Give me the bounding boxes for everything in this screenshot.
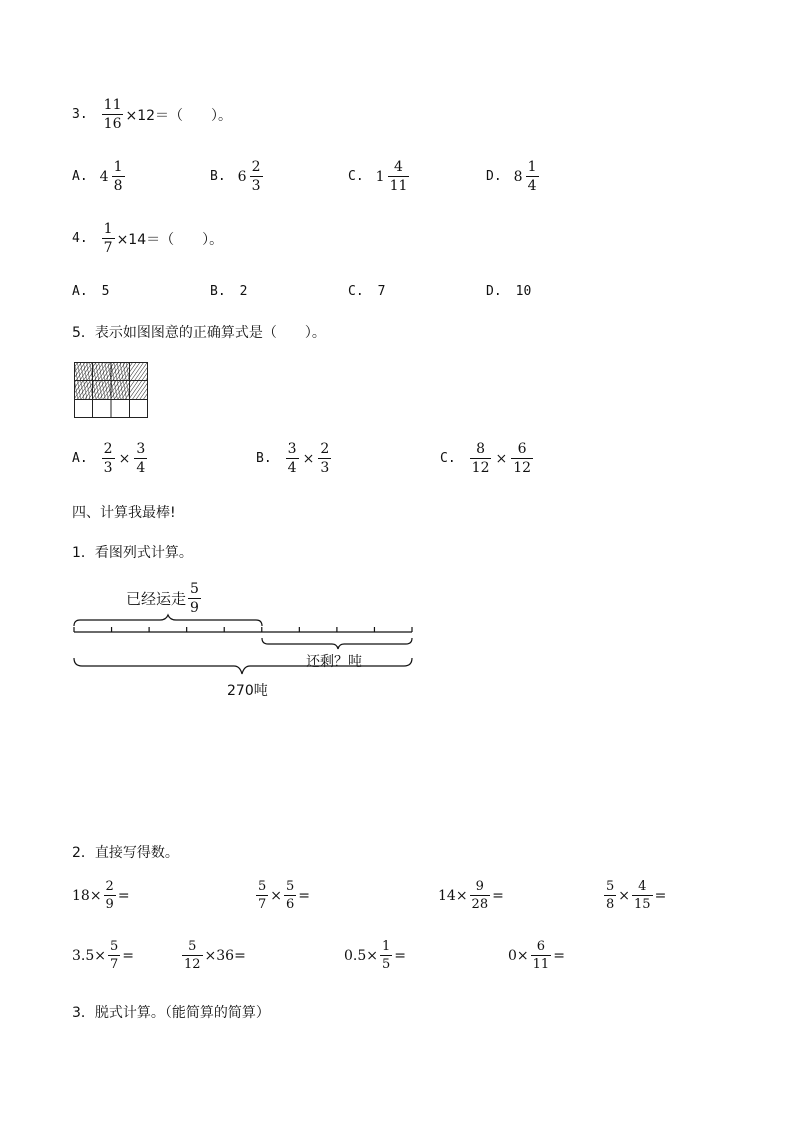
question-text: ×14＝（ ）。 [116, 231, 224, 248]
problem-2-title: 2．直接写得数。 [72, 845, 179, 861]
fraction: $\frac{1}{5}$ [382, 939, 391, 972]
fraction: $\frac{2}{3}$ [251, 159, 261, 194]
calc-item: $\frac{5}{7}$ × $\frac{5}{6}$ = [258, 879, 311, 912]
fraction: $\frac{3}{4}$ [136, 441, 146, 476]
fraction: $\frac{3}{4}$ [287, 441, 297, 476]
fraction: $\frac{2}{9}$ [105, 879, 114, 912]
fraction: $\frac{1}{4}$ [527, 159, 537, 194]
question-3 [72, 98, 232, 131]
question-5-text: 5．表示如图图意的正确算式是（ ）。 [72, 325, 326, 341]
fraction: $\frac{6}{12}$ [513, 441, 532, 476]
q4-option-a[interactable]: A. 5 [72, 284, 110, 299]
fraction: $\frac{5}{8}$ [606, 879, 615, 912]
fraction: $\frac{5}{12}$ [184, 939, 201, 972]
question-number: 3. [72, 107, 88, 122]
calc-item: 14× $\frac{9}{28}$ = [438, 879, 504, 912]
calc-item: $\frac{5}{12}$ ×36= [184, 939, 246, 972]
problem-1-title: 1．看图列式计算。 [72, 545, 193, 561]
fraction: $\frac{2}{3}$ [103, 441, 113, 476]
fraction: $\frac{9}{28}$ [471, 879, 489, 912]
q4-option-c[interactable]: C. 7 [348, 284, 386, 299]
fraction: $\frac{4}{15}$ [634, 879, 651, 912]
q3-option-a[interactable]: A. 4 $\frac{1}{8}$ [72, 159, 123, 194]
calc-item: 0× $\frac{6}{11}$ = [508, 939, 565, 972]
q5-option-b[interactable]: B. $\frac{3}{4}$ × $\frac{2}{3}$ [256, 441, 330, 476]
q3-option-c[interactable]: C. 1 $\frac{4}{11}$ [348, 159, 408, 194]
q4-option-b[interactable]: B. 2 [210, 284, 248, 299]
q5-option-a[interactable]: A. $\frac{2}{3}$ × $\frac{3}{4}$ [72, 441, 146, 476]
question-4 [72, 222, 223, 255]
q3-option-d[interactable]: D. 8 $\frac{1}{4}$ [486, 159, 537, 194]
q3-option-b[interactable]: B. 6 $\frac{2}{3}$ [210, 159, 261, 194]
calc-item: $\frac{5}{8}$ × $\frac{4}{15}$ = [606, 879, 667, 912]
fraction: $\frac{11}{16}$ [103, 97, 122, 132]
diagram-top-label: 已经运走 $\frac{5}{9}$ [126, 581, 199, 616]
calc-item: 18× $\frac{2}{9}$ = [72, 879, 130, 912]
fraction-grid-figure [74, 362, 148, 418]
fraction: $\frac{1}{8}$ [113, 159, 123, 194]
calc-item: 0.5× $\frac{1}{5}$ = [344, 939, 407, 972]
fraction: $\frac{5}{9}$ [190, 581, 199, 616]
fraction: $\frac{5}{7}$ [110, 939, 119, 972]
question-text: ×12＝（ ）。 [125, 107, 233, 124]
q5-option-c[interactable]: C. $\frac{8}{12}$ × $\frac{6}{12}$ [440, 441, 532, 476]
q4-option-d[interactable]: D. 10 [486, 284, 532, 299]
fraction: $\frac{5}{7}$ [258, 879, 267, 912]
fraction: $\frac{1}{7}$ [103, 221, 113, 256]
remaining-label: 还剩？吨 [306, 654, 362, 670]
fraction: $\frac{6}{11}$ [532, 939, 550, 972]
fraction: $\frac{5}{6}$ [286, 879, 295, 912]
fraction: $\frac{8}{12}$ [471, 441, 490, 476]
total-label: 270吨 [227, 683, 268, 699]
calc-item: 3.5× $\frac{5}{7}$ = [72, 939, 135, 972]
fraction: $\frac{4}{11}$ [389, 159, 408, 194]
question-number: 4. [72, 231, 88, 246]
line-segment-diagram [70, 612, 416, 682]
fraction: $\frac{2}{3}$ [320, 441, 330, 476]
problem-3-title: 3．脱式计算。（能简算的简算） [72, 1005, 270, 1021]
section-title: 四、计算我最棒! [72, 505, 176, 521]
